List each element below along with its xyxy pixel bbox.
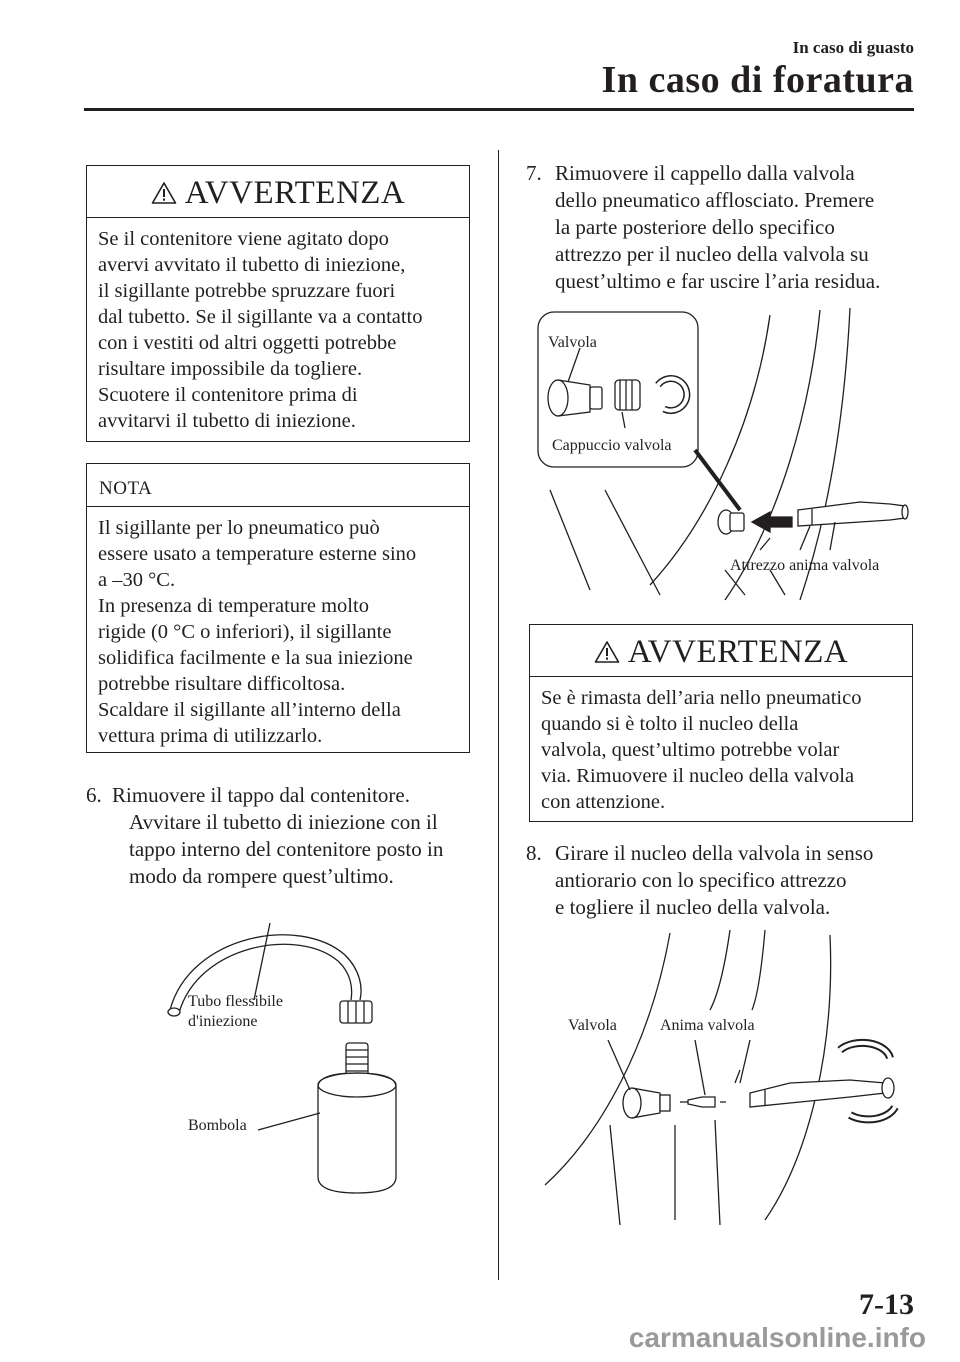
warning-line: quando si è tolto il nucleo della xyxy=(541,713,799,735)
warning-heading-text: AVVERTENZA xyxy=(627,634,849,670)
figure-label-valve-2: Valvola xyxy=(568,1017,617,1034)
step-line: la parte posteriore dello specifico xyxy=(555,215,835,239)
step-line: antiorario con lo specifico attrezzo xyxy=(555,868,847,892)
step-line: Avvitare il tubetto di iniezione con il xyxy=(129,810,438,834)
figure-label-tool: Attrezzo anima valvola xyxy=(730,557,880,574)
warning-line: con attenzione. xyxy=(541,791,666,813)
valve-core-illustration xyxy=(540,925,930,1225)
step-line: e togliere il nucleo della valvola. xyxy=(555,895,831,919)
figure-label-cap: Cappuccio valvola xyxy=(552,437,672,454)
note-line: potrebbe risultare difficoltosa. xyxy=(98,673,346,695)
note-line: rigide (0 °C o inferiori), il sigillante xyxy=(98,621,392,643)
warning-line: Se è rimasta dell’aria nello pneumatico xyxy=(541,687,862,709)
warning-separator xyxy=(87,217,469,218)
sealant-bottle-illustration xyxy=(150,915,430,1205)
warning-line: Scuotere il contenitore prima di xyxy=(98,384,358,406)
warning-triangle-icon xyxy=(151,181,177,205)
figure-label-bottle: Bombola xyxy=(188,1117,247,1134)
warning-triangle-icon xyxy=(594,640,620,664)
step-7 xyxy=(526,160,926,300)
warning-line: con i vestiti od altri oggetti potrebbe xyxy=(98,332,397,354)
figure-label-core: Anima valvola xyxy=(660,1017,755,1034)
label-line: Tubo flessibile xyxy=(188,993,283,1010)
warning-heading xyxy=(87,175,469,212)
section-title: In caso di guasto xyxy=(792,38,914,57)
warning-line: via. Rimuovere il nucleo della valvola xyxy=(541,765,855,787)
warning-line: il sigillante potrebbe spruzzare fuori xyxy=(98,280,396,302)
note-line: Scaldare il sigillante all’interno della xyxy=(98,699,401,721)
warning-box-1 xyxy=(86,165,470,442)
note-line: vettura prima di utilizzarlo. xyxy=(98,725,323,747)
step-8 xyxy=(526,840,926,925)
note-line: essere usato a temperature esterne sino xyxy=(98,543,417,565)
warning-line: avvitarvi il tubetto di iniezione. xyxy=(98,410,356,432)
warning-line: avervi avvitato il tubetto di iniezione, xyxy=(98,254,406,276)
warning-text xyxy=(541,685,861,815)
page-number: 7-13 xyxy=(859,1288,914,1321)
step-number: 6. xyxy=(86,783,102,807)
note-line: a –30 °C. xyxy=(98,569,176,591)
step-line: attrezzo per il nucleo della valvola su xyxy=(555,242,869,266)
figure-label-hose xyxy=(188,992,283,1032)
note-heading: NOTA xyxy=(99,478,153,499)
warning-heading xyxy=(530,634,912,671)
note-line: In presenza di temperature molto xyxy=(98,595,369,617)
warning-box-2 xyxy=(529,624,913,822)
label-line: d'iniezione xyxy=(188,1013,258,1030)
warning-line: dal tubetto. Se il sigillante va a contatto xyxy=(98,306,423,328)
watermark: carmanualsonline.info xyxy=(628,1322,926,1353)
warning-line: valvola, quest’ultimo potrebbe volar xyxy=(541,739,840,761)
header-rule xyxy=(84,108,914,111)
warning-separator xyxy=(530,676,912,677)
note-line: solidifica facilmente e la sua iniezione xyxy=(98,647,413,669)
note-line: Il sigillante per lo pneumatico può xyxy=(98,517,380,539)
step-line: Rimuovere il cappello dalla valvola xyxy=(555,161,855,185)
step-line: tappo interno del contenitore posto in xyxy=(129,837,444,861)
figure-label-valve: Valvola xyxy=(548,334,597,351)
step-line: Rimuovere il tappo dal contenitore. xyxy=(112,783,410,807)
warning-line: risultare impossibile da togliere. xyxy=(98,358,363,380)
column-divider xyxy=(498,150,499,1280)
page-title: In caso di foratura xyxy=(601,59,914,101)
step-6 xyxy=(86,782,486,892)
warning-text xyxy=(98,226,423,434)
warning-line: Se il contenitore viene agitato dopo xyxy=(98,228,389,250)
note-box xyxy=(86,463,470,753)
step-line: modo da rompere quest’ultimo. xyxy=(129,864,394,888)
warning-heading-text: AVVERTENZA xyxy=(184,175,406,211)
step-line: dello pneumatico afflosciato. Premere xyxy=(555,188,875,212)
note-text xyxy=(98,515,416,749)
step-number: 7. xyxy=(526,161,542,185)
step-line: quest’ultimo e far uscire l’aria residua. xyxy=(555,269,881,293)
step-number: 8. xyxy=(526,841,542,865)
note-separator xyxy=(87,506,469,507)
step-line: Girare il nucleo della valvola in senso xyxy=(555,841,874,865)
